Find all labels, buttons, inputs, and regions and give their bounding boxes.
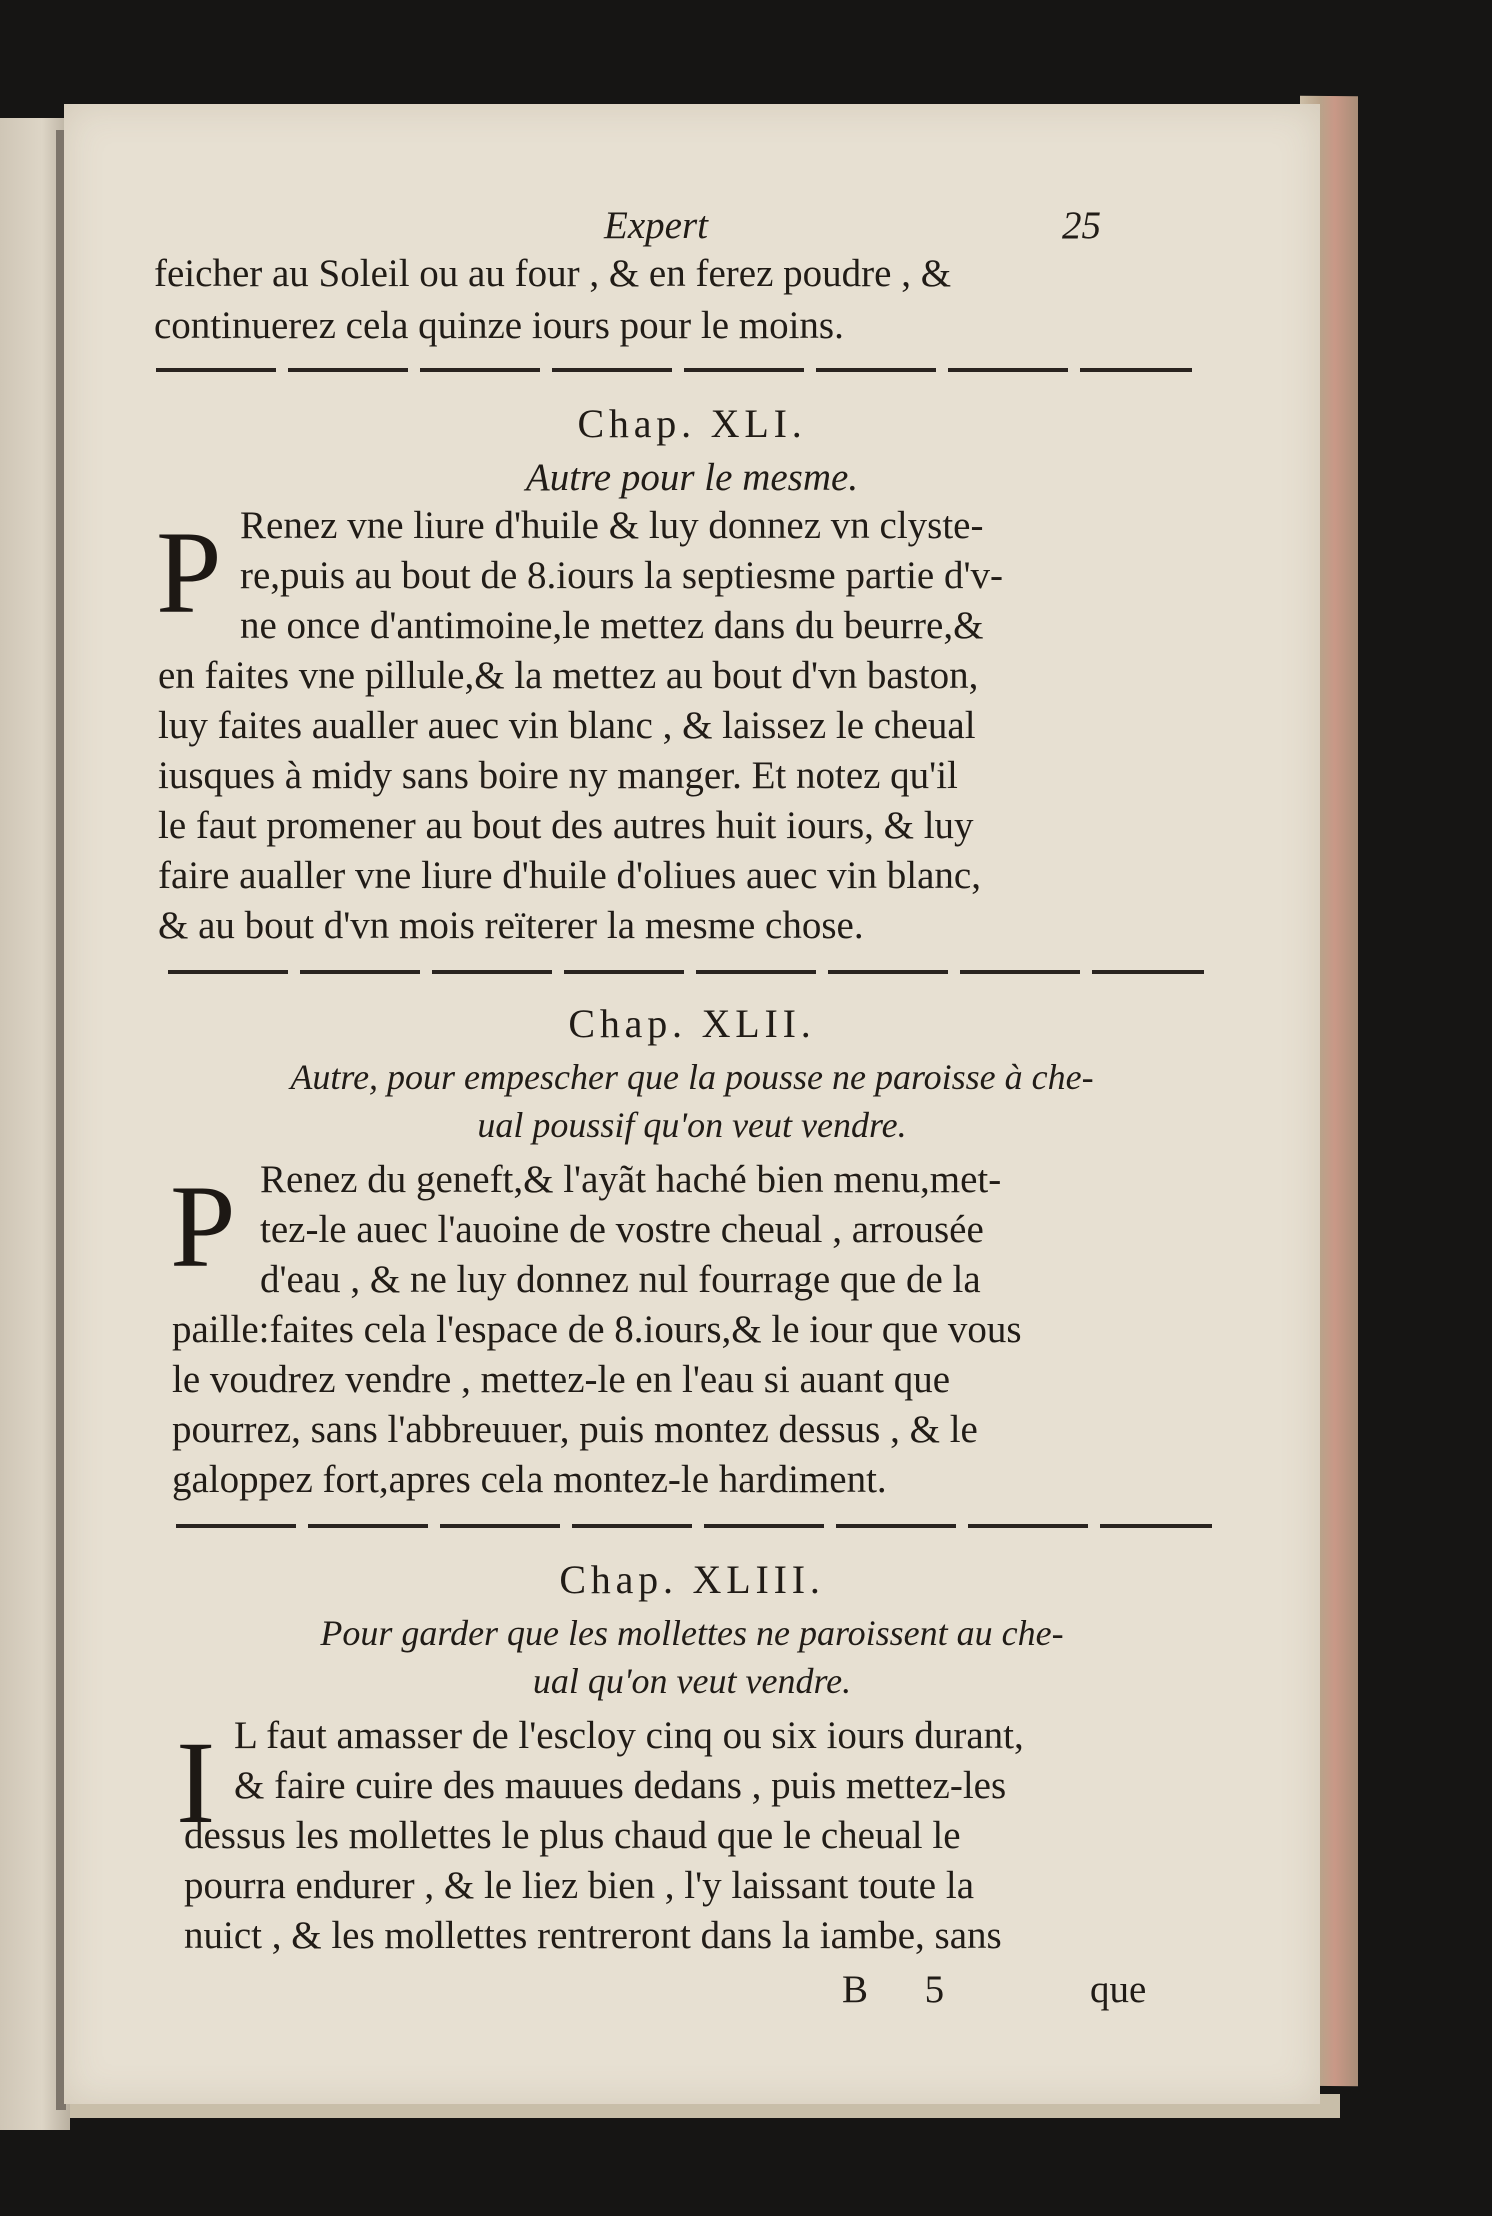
running-title: Expert: [604, 204, 708, 247]
body-line: Renez du geneft,& l'ayãt haché bien menu,met-: [260, 1158, 1002, 1201]
body-line: L faut amasser de l'escloy cinq ou six iours durant,: [234, 1714, 1024, 1757]
body-line: paille:faites cela l'espace de 8.iours,& le iour que vous: [172, 1308, 1022, 1351]
body-line: dessus les mollettes le plus chaud que le cheual le: [184, 1814, 961, 1857]
body-line: d'eau , & ne luy donnez nul fourrage que de la: [260, 1258, 981, 1301]
section-divider: [176, 1524, 1212, 1528]
body-line: nuict , & les mollettes rentreront dans la iambe, sans: [184, 1914, 1002, 1957]
chapter-heading: Chap. XLI.: [577, 401, 807, 446]
chapter-subtitle: Autre, pour empescher que la pousse ne paroisse à che-: [290, 1057, 1094, 1097]
body-line: & au bout d'vn mois reïterer la mesme chose.: [158, 904, 864, 947]
body-line: ne once d'antimoine,le mettez dans du beurre,&: [240, 604, 984, 647]
chapter-subtitle: Pour garder que les mollettes ne paroissent au che-: [320, 1613, 1064, 1653]
page-number: 25: [1062, 204, 1101, 247]
chapter-heading: Chap. XLII.: [568, 1001, 816, 1046]
section-divider: [156, 368, 1192, 372]
intro-line-1: feicher au Soleil ou au four , & en ferez poudre , &: [154, 252, 952, 295]
signature-mark: B 5: [842, 1968, 968, 2011]
book-page: [64, 104, 1320, 2104]
intro-line-2: continuerez cela quinze iours pour le moins.: [154, 304, 844, 347]
body-line: iusques à midy sans boire ny manger. Et notez qu'il: [158, 754, 958, 797]
chapter-subtitle: ual poussif qu'on veut vendre.: [477, 1105, 907, 1145]
body-line: pourra endurer , & le liez bien , l'y laissant toute la: [184, 1864, 975, 1907]
body-line: & faire cuire des mauues dedans , puis mettez-les: [234, 1764, 1007, 1807]
body-line: luy faites aualler auec vin blanc , & laissez le cheual: [158, 704, 976, 747]
chapter-heading: Chap. XLIII.: [559, 1557, 825, 1602]
body-line: re,puis au bout de 8.iours la septiesme partie d'v-: [240, 554, 1003, 597]
drop-cap: P: [170, 1161, 236, 1292]
catchword: que: [1090, 1968, 1147, 2011]
section-divider: [168, 970, 1204, 974]
body-line: tez-le auec l'auoine de vostre cheual , arrousée: [260, 1208, 984, 1251]
body-line: Renez vne liure d'huile & luy donnez vn clyste-: [240, 504, 984, 547]
body-line: le voudrez vendre , mettez-le en l'eau si auant que: [172, 1358, 951, 1401]
body-line: le faut promener au bout des autres huit iours, & luy: [158, 804, 974, 847]
drop-cap: I: [176, 1717, 216, 1848]
body-line: faire aualler vne liure d'huile d'oliues auec vin blanc,: [158, 854, 981, 897]
chapter-subtitle: ual qu'on veut vendre.: [532, 1661, 852, 1701]
body-line: pourrez, sans l'abbreuuer, puis montez dessus , & le: [172, 1408, 978, 1451]
body-line: galoppez fort,apres cela montez-le hardiment.: [172, 1458, 887, 1501]
drop-cap: P: [156, 507, 222, 638]
body-line: en faites vne pillule,& la mettez au bout d'vn baston,: [158, 654, 979, 697]
chapter-subtitle: Autre pour le mesme.: [525, 456, 859, 499]
